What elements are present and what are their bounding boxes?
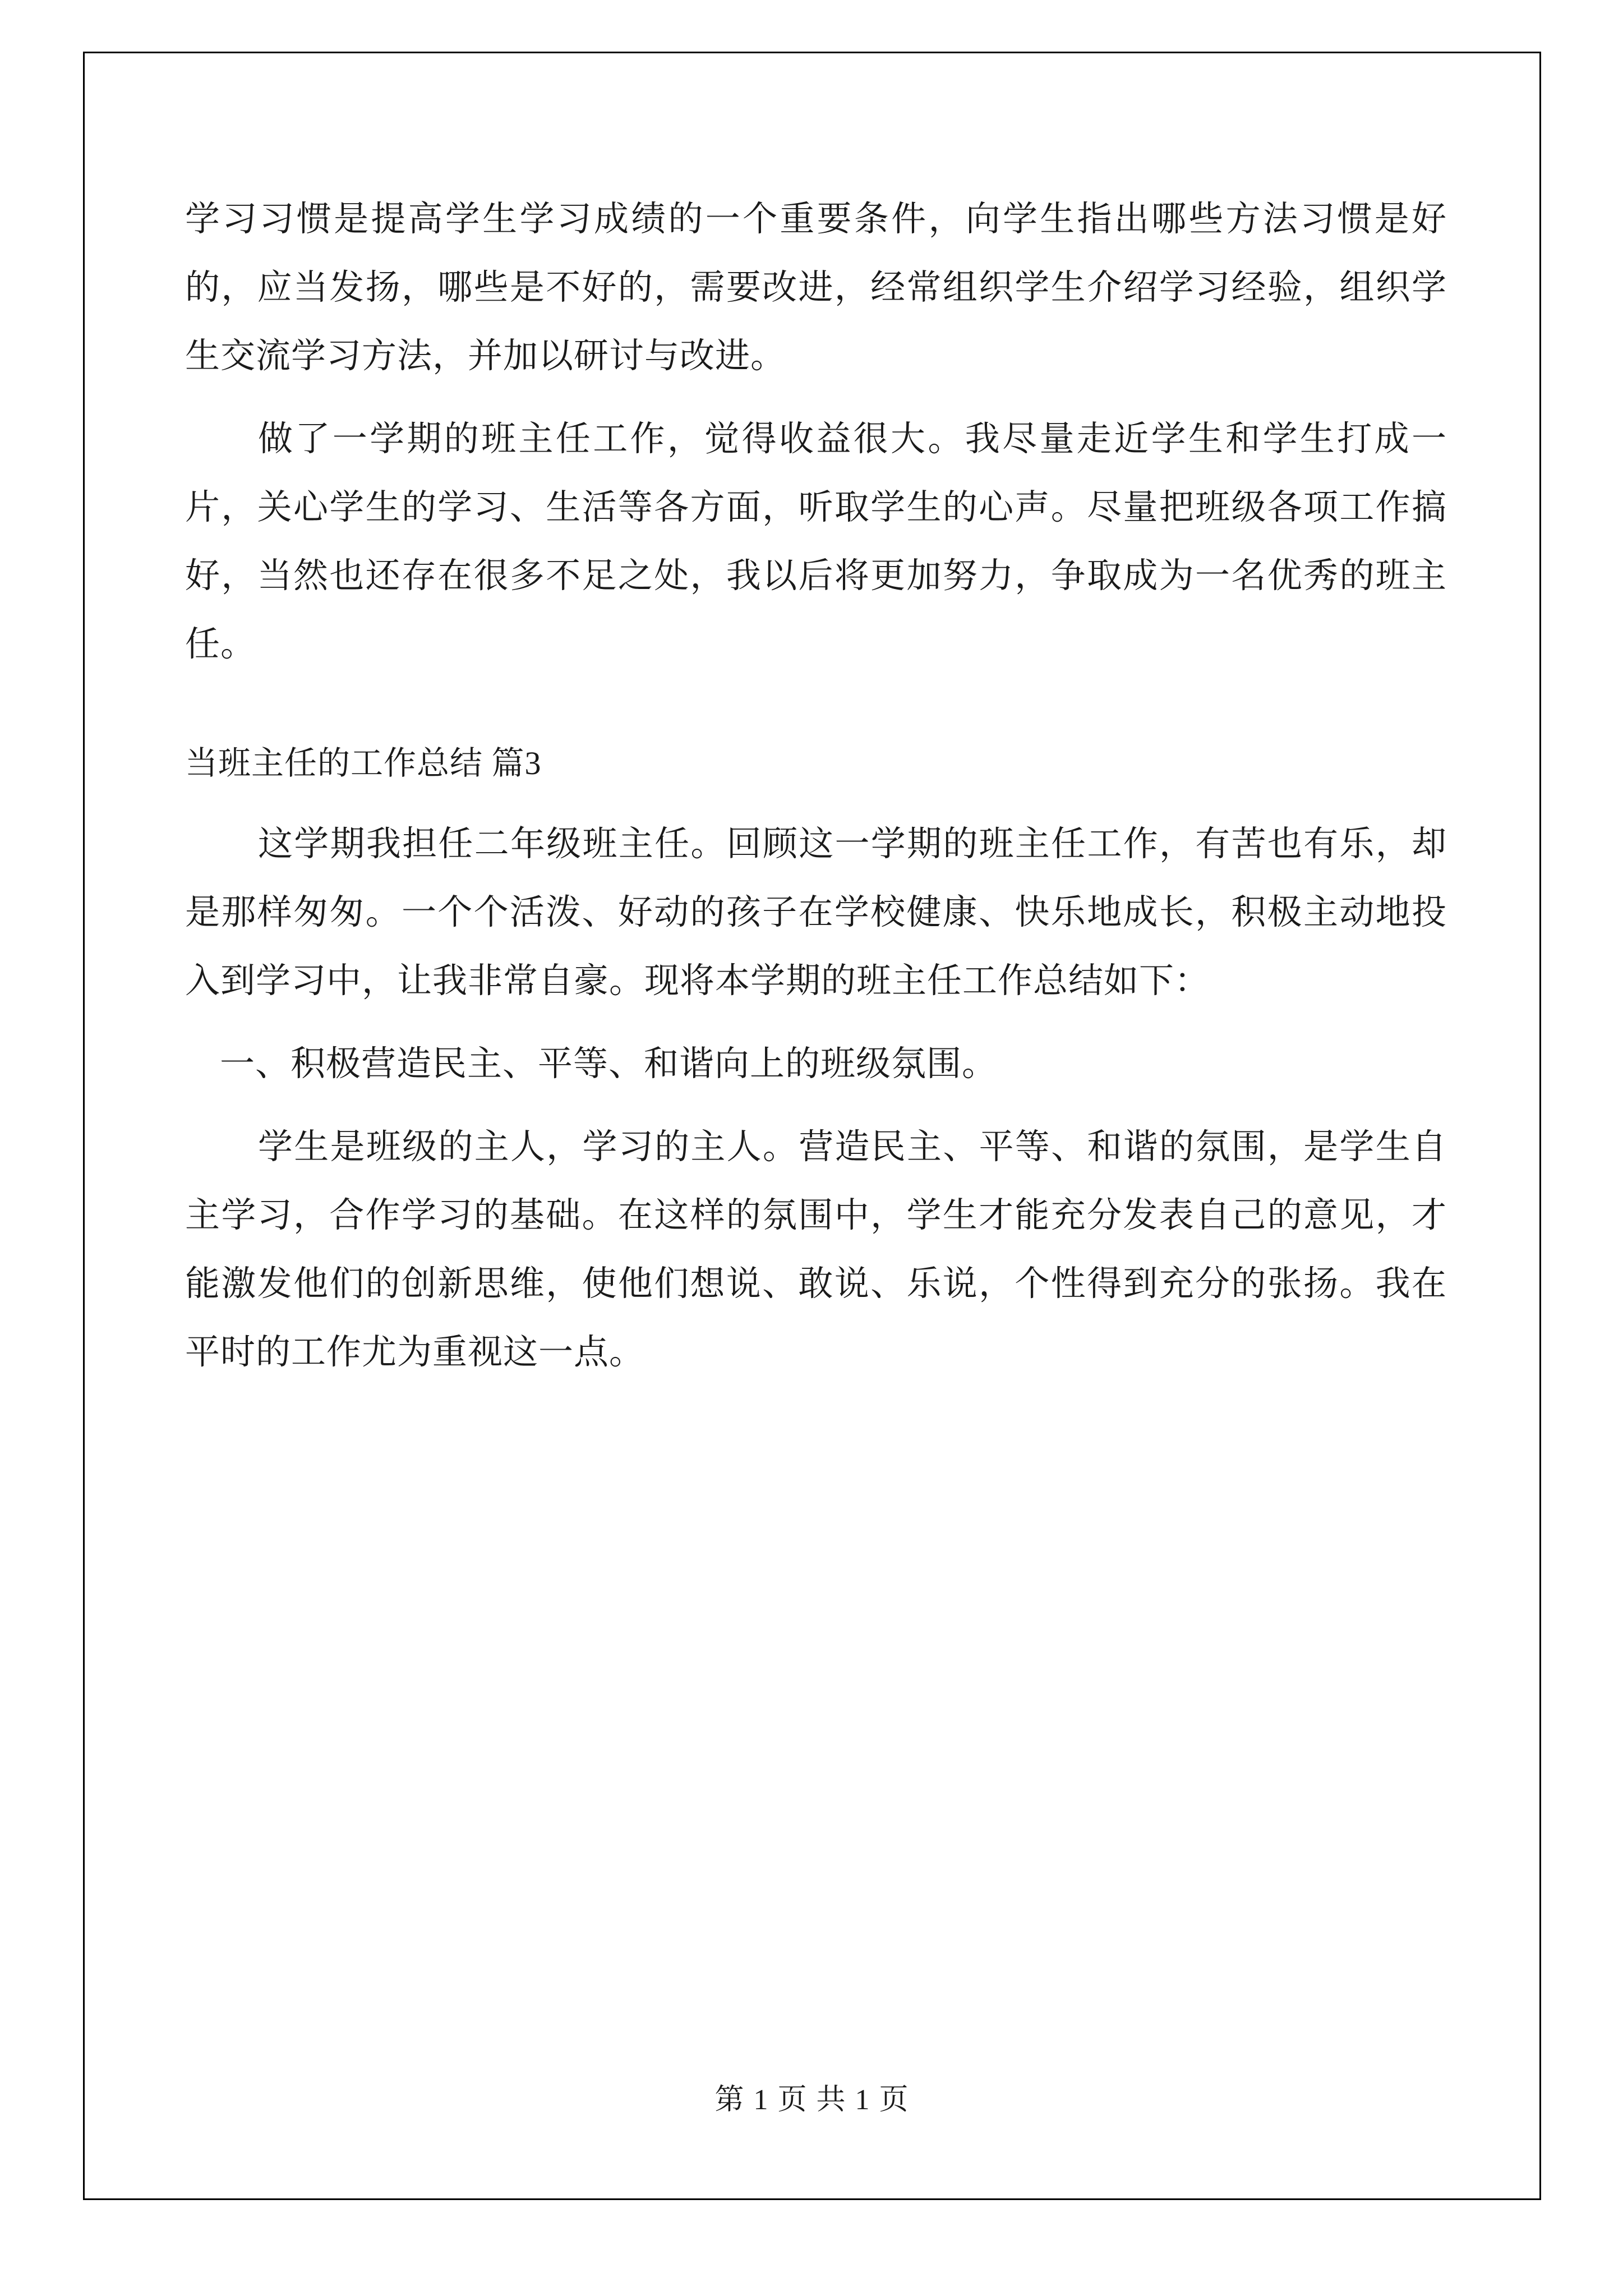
spacer [185,693,1447,712]
paragraph: 学习习惯是提高学生学习成绩的一个重要条件，向学生指出哪些方法习惯是好的，应当发扬，哪些是不好的，需要改进，经常组织学生介绍学习经验，组织学生交流学习方法，并加以研讨与改进。 [185,200,1447,375]
paragraph: 这学期我担任二年级班主任。回顾这一学期的班主任工作，有苦也有乐，却是那样匆匆。一个个活泼、好动的孩子在学校健康、快乐地成长，积极主动地投入到学习中，让我非常自豪。现将本学期的班主任工作总结如下： [185,825,1447,1000]
page-footer: 第 1 页 共 1 页 [714,2084,910,2116]
list-item: 一、积极营造民主、平等、和谐向上的班级氛围。 [220,1045,998,1083]
paragraph: 学生是班级的主人，学习的主人。营造民主、平等、和谐的氛围，是学生自主学习，合作学习的基础。在这样的氛围中，学生才能充分发表自己的意见，才能激发他们的创新思维，使他们想说、敢说、乐说，个性得到充分的张扬。我在平时的工作尤为重视这一点。 [185,1128,1447,1372]
paragraph: 做了一学期的班主任工作，觉得收益很大。我尽量走近学生和学生打成一片，关心学生的学习、生活等各方面，听取学生的心声。尽量把班级各项工作搞好，当然也还存在很多不足之处，我以后将更加努力，争取成为一名优秀的班主任。 [185,420,1447,664]
section-heading: 当班主任的工作总结 篇3 [185,745,542,781]
page-content [185,185,1447,1401]
